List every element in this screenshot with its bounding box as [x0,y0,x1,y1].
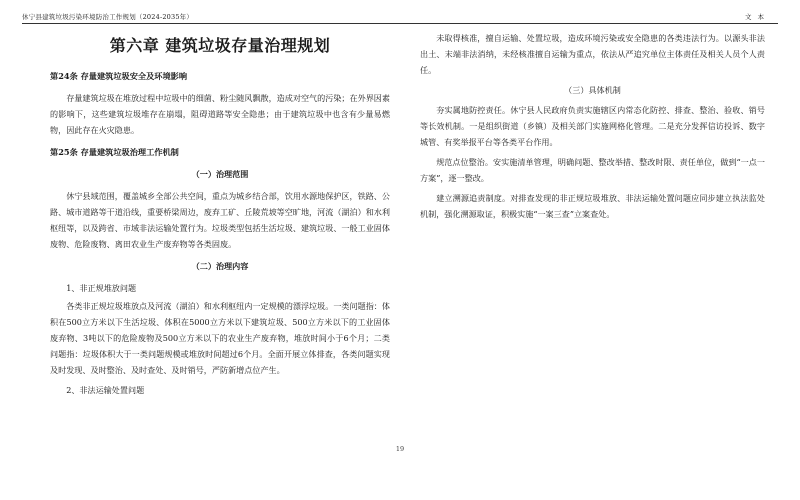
list-item-heading: 2、非法运输处置问题 [66,385,145,395]
article-25-heading: 第25条 存量建筑垃圾治理工作机制 [50,147,179,157]
paragraph: 未取得核准，擅自运输、处置垃圾，造成环境污染或安全隐患的各类违法行为。以源头非法出土、末端非法消纳，未经核准擅自运输为重点，依法从严追究单位主体责任及相关人员个人责任。 [420,33,765,75]
header-title: 休宁县建筑垃圾污染环境防治工作规划（2024-2035年） [22,13,194,21]
section-heading-content: （二）治理内容 [191,261,249,271]
list-item-heading: 1、非正规堆放问题 [66,283,137,293]
right-column [420,30,765,226]
section-heading-scope: （一）治理范围 [191,169,249,179]
paragraph: 休宁县域范围，覆盖城乡全部公共空间，重点为城乡结合部，饮用水源地保护区，铁路、公路、城市道路等干道沿线，重要桥梁周边，废弃工矿、丘陵荒坡等空旷地，河流（湖泊）和水利枢纽等，以及跨省、市域非法运输处置行为。垃圾类型包括生活垃圾、建筑垃圾、一般工业固体废物、危险废物、离田农业生产废弃物等各类固废。 [50,191,390,249]
paragraph: 夯实属地防控责任。休宁县人民政府负责实施辖区内常态化防控、排查、整治、验收、销号等长效机制。一是组织街道（乡镇）及相关部门实施网格化管理。二是充分发挥信访投诉、数字城管、有奖举报平台等各类平台作用。 [420,105,765,147]
paragraph: 建立溯源追责制度。对排查发现的非正规垃圾堆放、非法运输处置问题应同步建立执法监处机制，强化溯源取证，积极实施“一案三查”立案查处。 [420,193,765,219]
page-number: 19 [395,445,405,453]
running-header [22,8,778,24]
paragraph: 存量建筑垃圾在堆放过程中垃圾中的细菌、粉尘随风飘散，造成对空气的污染；在外界因素的影响下，这些建筑垃圾堆存在崩塌，阻碍道路等安全隐患；由于建筑垃圾中也含有少量易燃物，因此存在火灾隐患。 [50,93,390,135]
article-24-heading: 第24条 存量建筑垃圾安全及环境影响 [50,71,188,81]
chapter-title: 第六章 建筑垃圾存量治理规划 [109,36,331,55]
paragraph: 规范点位整治。安实施清单管理，明确问题、整改举措、整改时限、责任单位，做到“一点一方案”，逐一整改。 [420,157,765,183]
left-column [50,30,390,400]
header-doc-type: 文本 [745,13,770,21]
section-heading-mechanism: （三）具体机制 [564,85,621,95]
paragraph: 各类非正规垃圾堆放点及河流（湖泊）和水利枢纽内一定规模的漂浮垃圾。一类问题指：体积在500立方米以下生活垃圾、体积在5000立方米以下建筑垃圾、500立方米以下的工业固体废弃物、3吨以下的危险废物及500立方米以下的农业生产废弃物，堆放时间小于6个月；二类问题指：垃圾体积大于一类问题规模或堆放时间超过6个月。全面开展立体排查，各类问题实现及时发现、及时整治、及时查处、及时销号，严防新增点位产生。 [50,301,390,375]
